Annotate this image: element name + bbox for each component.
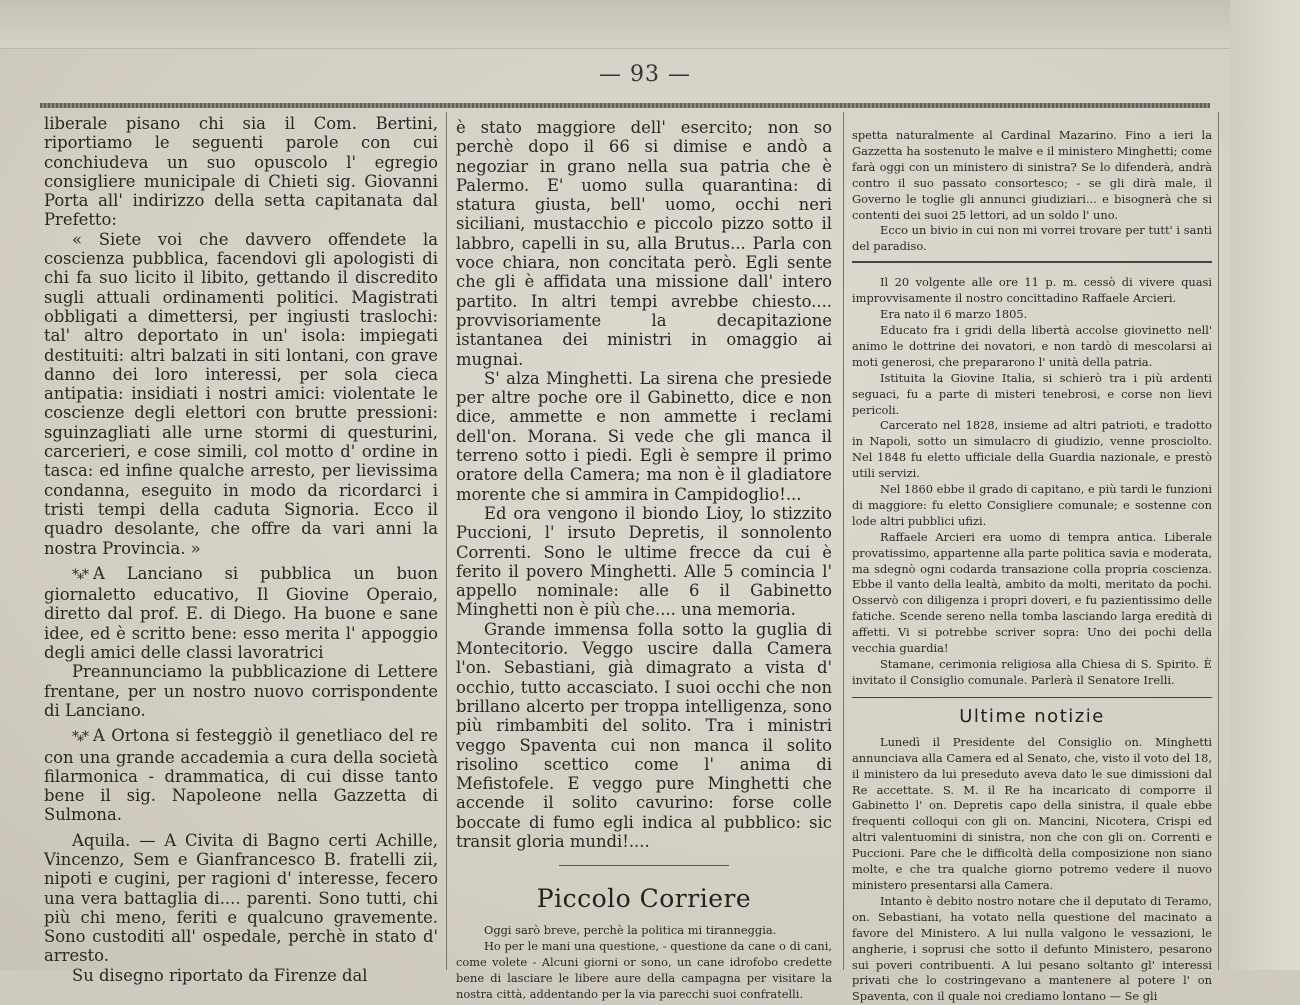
obituary-paragraph: Stamane, cerimonia religiosa alla Chiesa di S. Spirito. È invitato il Consiglio comunale. Parlerà il Senatore Irelli. <box>852 657 1212 687</box>
column-1 <box>44 114 438 985</box>
header-rule <box>40 103 1210 108</box>
obituary-paragraph: Raffaele Arcieri era uomo di tempra antica. Liberale provatissimo, appartenne alla parte politica savia e moderata, ma sdegnò ogni codarda transazione colla propria coscienza. Ebbe il vanto della lealtà, ambito da molti, meritato da pochi. Osservò con diligenza i propri doveri, e fu pazientissimo delle fatiche. Scende sereno nella tomba lasciando larga eredità di affetti. Vi si potrebbe scriver sopra: Uno dei pochi della vecchia guardia! <box>852 529 1212 656</box>
obituary-paragraph: Nel 1860 ebbe il grado di capitano, e più tardi le funzioni di maggiore: fu eletto Consigliere comunale; e sostenne con lode altri pubblici ufizi. <box>852 482 1212 528</box>
article-paragraph: è stato maggiore dell' esercito; non so perchè dopo il 66 si dimise e andò a negoziar in grano nella sua patria che è Palermo. E' uomo sulla quarantina: di statura giusta, bell' uomo, occhi neri siciliani, mustacchio e piccolo pizzo sotto il labbro, capelli in su, alla Brutus... Parla con voce chiara, non concitata però. Egli sente che gli è affidata una missione dall' intero partito. In altri tempi avrebbe chiesto.... provvisoriamente la decapitazione istantanea dei ministri in omaggio ai mugnai. <box>456 118 832 369</box>
section-heading-piccolo-corriere: Piccolo Corriere <box>536 884 752 914</box>
news-item-lanciano <box>44 564 438 662</box>
previous-page-edge <box>0 0 1300 49</box>
article-paragraph: Ho per le mani una questione, - questione da cane o di cani, come volete - Alcuni giorni or sono, un cane idrofobo credette bene di lasciare le libere aure della campagna per visitare la nostra città, addentando per la via parecchi suoi confratelli. <box>456 939 832 1001</box>
article-paragraph: Ed ora vengono il biondo Lioy, lo stizzito Puccioni, l' irsuto Depretis, il sonnolento Correnti. Sono le ultime frecce da cui è ferito il povero Minghetti. Alle 5 comincia l' appello nominale: alle 6 il Gabinetto Minghetti non è più che.... una memoria. <box>456 503 832 620</box>
news-item-text: A Ortona si festeggiò il genetliaco del re con una grande accademia a cura della società filarmonica - drammatica, di cui disse tanto bene il sig. Napoleone nella Gazzetta di Sulmona. <box>44 726 438 825</box>
news-item-ortona <box>44 726 438 824</box>
column-divider <box>843 112 844 970</box>
news-paragraph: Lunedì il Presidente del Consiglio on. Minghetti annunciava alla Camera ed al Senato, che, visto il voto del 18, il ministero da lui preseduto aveva dato le sue dimissioni dal Re accettate. S. M. il Re ha incaricato di comporre il Gabinetto l' on. Depretis capo della sinistra, il quale ebbe frequenti colloqui con gli on. Mancini, Nicotera, Crispi ed altri valentuomini di sinistra, non che con gli on. Correnti e Puccioni. Pare che le difficoltà della composizione non siano molte, e che tra qualche giorno potremo vedere il nuovo ministero presentarsi alla Camera. <box>852 734 1212 892</box>
obituary-paragraph: Educato fra i gridi della libertà accolse giovinetto nell' animo le dottrine dei novatori, e non tardò di mescolarsi ai moti generosi, che prepararono l' unità della patria. <box>852 322 1212 369</box>
article-paragraph: S' alza Minghetti. La sirena che presiede per altre poche ore il Gabinetto, dice e non dice, ammette e non ammette i reclami dell'on. Morana. Si vede che gli manca il terreno sotto i piedi. Egli è sempre il primo oratore della Camera; ma non è il gladiatore morente che si ammira in Campidoglio!... <box>456 368 832 504</box>
quoted-paragraph: « Siete voi che davvero offendete la coscienza pubblica, facendovi gli apologisti di chi fa suo licito il libito, gettando il discredito sugli attuali ordinamenti politici. Magistrati obbligati a dimettersi, per ingiusti traslochi: tal' altro deportato in un' isola: impiegati destituiti: altri balzati in siti lontani, con grave danno dei loro interessi, per sola cieca antipatia: insidiati i nostri amici: violentate le coscienze degli elettori con brutte pressioni: sguinzagliati alle urne stormi di questurini, carcerieri, e cose simili, col motto d' ordine in tasca: ed infine qualche arresto, per lievissima condanna, eseguito in modo da ricordarci i tristi tempi della caduta Signoria. Ecco il quadro desolante, che offre da vari anni la nostra Provincia. » <box>44 229 438 558</box>
news-item-aquila: Aquila. — A Civita di Bagno certi Achille, Vincenzo, Sem e Gianfrancesco B. fratelli zii, nipoti e cugini, per ragioni d' interesse, fecero una vera battaglia di.... parenti. Sono tutti, chi più chi meno, feriti e qualcuno gravemente. Sono custoditi all' ospedale, perchè in stato d' arresto. <box>44 830 438 966</box>
section-rule <box>852 697 1212 698</box>
column-divider <box>446 112 447 970</box>
asterism-icon: *⁎* <box>72 566 87 583</box>
obituary-paragraph: Carcerato nel 1828, insieme ad altri patrioti, e tradotto in Napoli, sotto un simulacro di giudizio, venne prosciolto. Nel 1848 fu eletto ufficiale della Guardia nazionale, e prestò utili servizi. <box>852 418 1212 481</box>
article-paragraph: Oggi sarò breve, perchè la politica mi tiranneggia. <box>484 923 777 938</box>
obituary-paragraph: Era nato il 6 marzo 1805. <box>880 307 1028 322</box>
news-item-text: A Lanciano si pubblica un buon giornaletto educativo, Il Giovine Operaio, diretto dal prof. E. di Diego. Ha buone e sane idee, ed è scritto bene: esso merita l' appoggio degli amici delle classi lavoratrici <box>44 563 438 663</box>
obituary-paragraph: Il 20 volgente alle ore 11 p. m. cessò di vivere quasi improvvisamente il nostro concittadino Raffaele Arcieri. <box>852 275 1212 306</box>
article-paragraph: liberale pisano chi sia il Com. Bertini, riportiamo le seguenti parole con cui conchiudeva un suo opuscolo l' egregio consigliere municipale di Chieti sig. Giovanni Porta all' indirizzo della setta capitanata dal Prefetto: <box>44 114 438 230</box>
asterism-icon: *⁎* <box>72 729 87 746</box>
section-rule <box>852 261 1212 263</box>
column-divider <box>1218 112 1219 970</box>
article-paragraph: Preannunciamo la pubblicazione di Lettere frentane, per un nostro nuovo corrispondente di Lanciano. <box>44 662 438 720</box>
section-heading-ultime-notizie: Ultime notizie <box>959 705 1105 727</box>
article-paragraph: Su disegno riportato da Firenze dal <box>72 965 368 985</box>
article-paragraph: Ecco un bivio in cui non mi vorrei trovare per tutt' i santi del paradiso. <box>852 223 1212 254</box>
page-edge <box>1230 0 1300 970</box>
section-separator <box>559 865 729 866</box>
article-paragraph: Grande immensa folla sotto la guglia di Montecitorio. Veggo uscire dalla Camera l'on. Sebastiani, già dimagrato a vista d' occhio, tutto accasciato. I suoi occhi che non brillano alcerto per troppa intelligenza, sono più rimbambiti del solito. Tra i ministri veggo Spaventa cui non manca il solito risolino scettico come l' anima di Mefistofele. E veggo pure Minghetti che accende il solito cavurino: forse colle boccate di fumo egli indica al pubblico: sic transit gloria mundi!.... <box>456 619 832 851</box>
column-3 <box>852 128 1212 1004</box>
page-number: — 93 — <box>599 62 691 87</box>
obituary-paragraph: Istituita la Giovine Italia, si schierò tra i più ardenti seguaci, fu a parte di misteri tenebrosi, e corse non lievi pericoli. <box>852 370 1212 417</box>
news-paragraph: Intanto è debito nostro notare che il deputato di Teramo, on. Sebastiani, ha votato nella questione del macinato a favore del Ministero. A lui nulla valgono le vessazioni, le angherie, i soprusi che sotto il defunto Ministero, pesarono sui poveri contribuenti. A lui pesano soltanto gl' interessi privati che lo costringevano a mantenere al potere l' on Spaventa, con il quale noi crediamo lontano — Se gli <box>852 893 1212 1004</box>
article-paragraph: spetta naturalmente al Cardinal Mazarino. Fino a ieri la Gazzetta ha sostenuto le malve e il ministero Minghetti; come farà oggi con un ministero di sinistra? Se lo difenderà, andrà contro il suo passato consortesco; - se gli dirà male, il Governo le toglie gli annunci giudiziari... e bisognerà che si contenti dei suoi 25 lettori, ad un soldo l' uno. <box>852 128 1212 222</box>
column-2 <box>456 118 832 1001</box>
